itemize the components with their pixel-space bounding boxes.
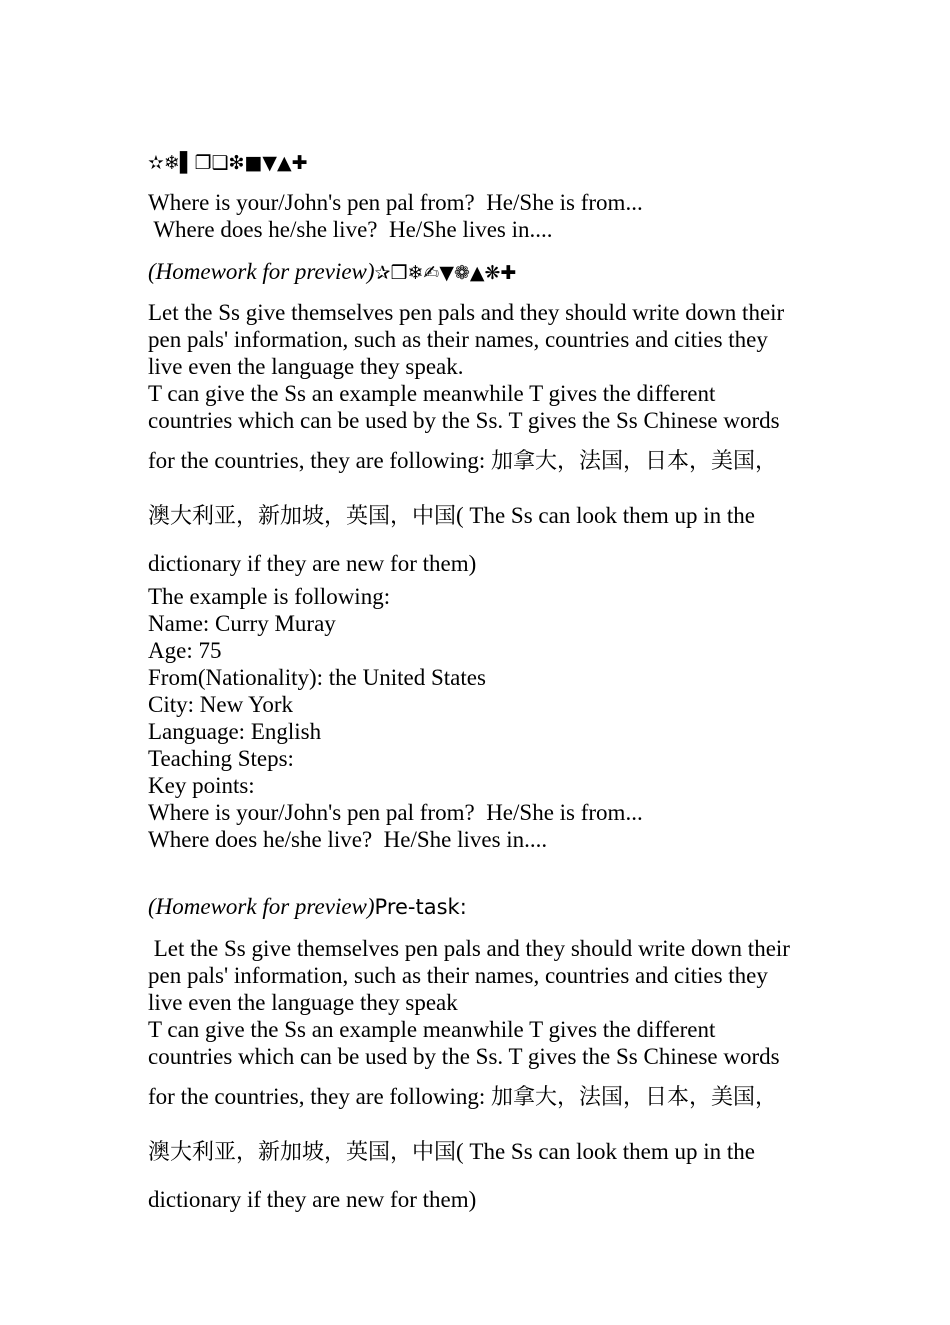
paragraph-1-line-6: [148, 434, 838, 489]
paragraph-2-line-7: [148, 1125, 838, 1180]
pre-task-label: Pre-task:: [374, 895, 467, 919]
paragraph-2-line-2: pen pals' information, such as their names, countries and cities they: [148, 963, 768, 988]
paragraph-1-line-2: pen pals' information, such as their names, countries and cities they: [148, 327, 768, 352]
paragraph-1-line-1: Let the Ss give themselves pen pals and they should write down their: [148, 300, 785, 325]
paragraph-1-line-7-chinese: 澳大利亚，新加坡，英国，中国: [148, 504, 457, 529]
paragraph-2-line-6: [148, 1070, 838, 1125]
paragraph-2-line-4: T can give the Ss an example meanwhile T gives the different: [148, 1017, 716, 1042]
symbol-heading-2: ✰❒❄✍▼❁▲❋✚: [374, 262, 517, 284]
paragraph-2-line-7-chinese: 澳大利亚，新加坡，英国，中国: [148, 1140, 457, 1165]
example-name: Name: Curry Muray: [148, 611, 336, 636]
paragraph-2-line-5: countries which can be used by the Ss. T gives the Ss Chinese words: [148, 1044, 780, 1069]
paragraph-1-line-5: countries which can be used by the Ss. T gives the Ss Chinese words: [148, 408, 780, 433]
example-title: The example is following:: [148, 584, 391, 609]
key-points: Key points:: [148, 773, 255, 798]
paragraph-2-line-1: Let the Ss give themselves pen pals and they should write down their: [148, 936, 790, 961]
paragraph-2-line-7-text: ( The Ss can look them up in the: [456, 1139, 755, 1164]
paragraph-1-line-8: dictionary if they are new for them): [148, 551, 477, 576]
paragraph-1-line-6-chinese: 加拿大，法国，日本，美国，: [490, 449, 777, 474]
paragraph-1-line-6-text: for the countries, they are following:: [148, 448, 491, 473]
example-language: Language: English: [148, 719, 322, 744]
paragraph-2-line-3: live even the language they speak: [148, 990, 458, 1015]
homework-heading-2: [148, 893, 838, 921]
paragraph-1-line-3: live even the language they speak.: [148, 354, 464, 379]
paragraph-2-line-8: dictionary if they are new for them): [148, 1187, 477, 1212]
homework-label-2: (Homework for preview): [148, 894, 375, 919]
example-age: Age: 75: [148, 638, 222, 663]
document-page: [148, 150, 838, 1219]
homework-label-1: (Homework for preview): [148, 259, 375, 284]
paragraph-2-line-6-chinese: 加拿大，法国，日本，美国，: [490, 1085, 777, 1110]
teaching-steps: Teaching Steps:: [148, 746, 294, 771]
question-line-1: Where is your/John's pen pal from? He/She is from...: [148, 190, 643, 215]
example-city: City: New York: [148, 692, 294, 717]
paragraph-1-line-4: T can give the Ss an example meanwhile T gives the different: [148, 381, 716, 406]
key-point-line-2: Where does he/she live? He/She lives in....: [148, 827, 548, 852]
question-line-2: Where does he/she live? He/She lives in....: [148, 217, 553, 242]
example-from: From(Nationality): the United States: [148, 665, 486, 690]
homework-heading-1: [148, 258, 838, 287]
paragraph-1-line-7: [148, 489, 838, 544]
paragraph-2-line-6-text: for the countries, they are following:: [148, 1084, 491, 1109]
symbol-heading-1: ✫❄▌❐❑❇■▼▲✚: [148, 152, 308, 174]
key-point-line-1: Where is your/John's pen pal from? He/She is from...: [148, 800, 643, 825]
paragraph-1-line-7-text: ( The Ss can look them up in the: [456, 503, 755, 528]
